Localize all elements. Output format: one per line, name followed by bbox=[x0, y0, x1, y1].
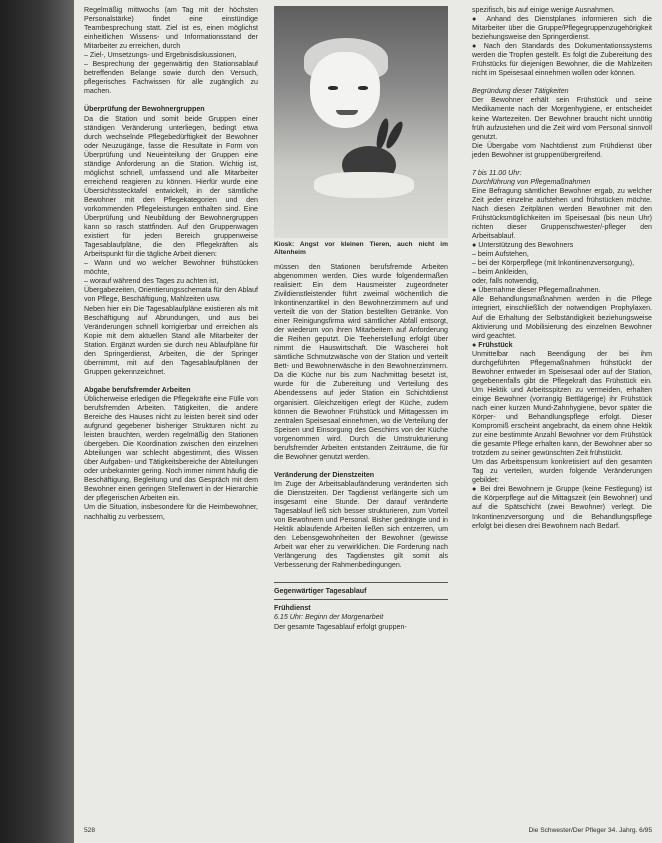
paragraph: Im Zuge der Arbeitsablaufänderung veränderten sich die Dienstzeiten. Der Tagdienst verlängerte sich um insgesamt eine Stunde. Der darauf veränderte Tagesablauf ließ sich besser strukturieren, zum Vorteil von Bewohnern und Personal. Bisher gedrängte und in Hektik ablaufende Arbeiten ließen sich entzerren, um den Lebensgewohnheiten der Bewohner (gewisse Arbeit war eher zu verwirklichen. Die Forderung nach Verlängerung des Tagdienstes gilt somit als Verbesserung der Rahmenbedingungen. bbox=[274, 479, 448, 570]
paragraph: Da die Station und somit beide Gruppen einer ständigen Veränderung unterliegen, bedingt etwa durch wechselnde Pflegebedürftigkeit der Bewohner oder Neuzugänge, fasse die Resultate in Form von Überprüfung und Neueinteilung der Gruppen eine ständige Anforderung an die Station. Wichtig ist, möglichst schnell, umfassend und alle Mitarbeiter erreichend reagieren zu können. Hierfür wurde eine Übersichtsstecktafel entwickelt, in der sämtliche Bewohner mit den Pflegekategorien und den vorkommenden Pflegeleistungen enthalten sind. Eine Überprüfung und Neubildung der Bewohnergruppen kann so rasch stattfinden. Auf den Gruppenwagen existiert für jeden Bereich gruppenweise Tagesablaufpläne, die den Pflegekräften als Arbeitspunkt für die tägliche Arbeit dienen: bbox=[84, 114, 258, 259]
photo-woman-with-rabbit bbox=[274, 6, 448, 238]
book-binding-shadow bbox=[0, 0, 78, 843]
paragraph: müssen den Stationen berufsfremde Arbeiten abgenommen werden. Dies wurde folgendermaßen realisiert: Ein dem Hausmeister zugeordneter Zivildienstleistender führt zweimal wöchentlich die Inkontinenzartikel in den Bewohnerzimmern auf und verteilt die von der Station bestellten Getränke. Von einer Reinigungsfirma wird sämtlicher Abfall entsorgt, der wiederum von ihren Mitarbeitern auf Anforderung die Reihen geputzt. Die Teeherstellung erfolgt über nimmt die Hauswirtschaft. Die Wäscherei holt sämtliche Schmutzwäsche von der Station und verteilt Bett- und Bewohnerwäsche in den Bewohnerzimmern. Da die Küche nur bis zum Nachmittag besetzt ist, wurde für die Zubereitung und Verteilung des Abendessens auf jeder Station ein Schichtdienst organisiert. Gleichzeitigen erlegt der Küche, zudem können die Bewohner Frühstück und Mittagessen im zentralen Speisesaal einnehmen, wo die Verteilung der Speisen und Einsorgung des Geschirrs von der Küche vorgenommen wird. Durch die Umstrukturierung berufsfremder Arbeiten entstanden Zeiträume, die für die Bewohner genutzt werden. bbox=[274, 262, 448, 461]
subsection-heading: Frühdienst bbox=[274, 604, 311, 613]
journal-footer: Die Schwester/Der Pfleger 34. Jahrg. 6/95 bbox=[528, 827, 652, 834]
section-heading: Gegenwärtiger Tagesablauf bbox=[274, 587, 367, 596]
list-item: ● Unterstützung des Bewohners bbox=[472, 241, 574, 250]
paragraph: Die Übergabe vom Nachtdienst zum Frühdienst über jeden Bewohner ist gruppenübergreifend. bbox=[472, 141, 652, 159]
photo-hands bbox=[314, 172, 414, 198]
list-item: ● Übernahme dieser Pflegemaßnahmen. bbox=[472, 286, 601, 295]
subsection-heading: Durchführung von Pflegemaßnahmen bbox=[472, 177, 591, 186]
paragraph: Unmittelbar nach Beendigung der bei ihm durchgeführten Pflegemaßnahmen frühstückt der Bewohner entweder im Speisesaal oder auf der Station, gegebenenfalls gibt die Pflegekraft das Frühstück ein. Um Hektik und Arbeitsspitzen zu vermeiden, erhalten einige Bewohner (vorrangig Bettlägerige) ihr Frühstück nach einer kurzen Mund-Zahnhygiene, bevor später die Körper- und Behandlungspflege erfolgt. Dieser Kompromiß erscheint angebracht, da einem ohne Hektik zur eine bestimmte Anzahl Bewohner vor dem Frühstück die gesamte Pflege erhalten kann, der Bewohner aber so trotzdem zu seiner gewünschten Zeit frühstückt. bbox=[472, 349, 652, 458]
column-1 bbox=[84, 6, 258, 522]
column-2 bbox=[274, 6, 448, 632]
photo-face bbox=[310, 52, 380, 128]
paragraph: Der gesamte Tagesablauf erfolgt gruppen- bbox=[274, 622, 407, 631]
paragraph: Der Bewohner erhält sein Frühstück und seine Medikamente nach der Morgenhygiene, er entscheidet keine Wartezeiten. Der Bewohner braucht nicht unnötig früh aufzustehen und die Zeit wird vom Personal sinnvoll genutzt. bbox=[472, 96, 652, 141]
list-item: – beim Ankleiden, bbox=[472, 268, 528, 277]
time-line: 6.15 Uhr: Beginn der Morgenarbeit bbox=[274, 613, 384, 622]
list-item: Übergabezeiten, Orientierungsschemata für den Ablauf von Pflege, Beschäftigung, Mahlzeiten usw. bbox=[84, 286, 258, 304]
list-item: – Besprechung der gegenwärtig den Stationsablauf betreffenden Belange sowie durch den Versuch, pflegerisches Fachwissen für alle zugänglich zu machen. bbox=[84, 60, 258, 96]
paragraph: Eine Befragung sämtlicher Bewohner ergab, zu welcher Zeit jeder einzelne aufstehen und frühstücken möchte. Nach diesen Zeitplänen werden Bewohner mit den Frühstücksmöglichkeiten im Speisesaal (bis neun Uhr) richten dieser Gruppenschwester/-pfleger den Arbeitsablauf. bbox=[472, 186, 652, 241]
photo-mouth bbox=[336, 110, 358, 115]
time-line: 7 bis 11.00 Uhr: bbox=[472, 168, 522, 177]
list-item: oder, falls notwendig, bbox=[472, 277, 539, 286]
list-item: ● Anhand des Dienstplanes informieren sich die Mitarbeiter über die Gruppe/Pflegegruppenzugehörigkeit beziehungsweise den Springerdienst. bbox=[472, 15, 652, 42]
section-heading: Veränderung der Dienstzeiten bbox=[274, 470, 375, 479]
paragraph: spezifisch, bis auf einige wenige Ausnahmen. bbox=[472, 6, 615, 14]
section-heading: Überprüfung der Bewohnergruppen bbox=[84, 105, 205, 114]
page-number: 528 bbox=[84, 827, 96, 834]
list-item: ● Bei drei Bewohnern je Gruppe (keine Festlegung) ist die Körperpflege auf die Mittagszeit (ein Bewohner) und auf die Spätschicht (zwei Bewohner) verlegt. Die Inkontinenzversorgung und die Behandlungspflege erfolgt bei diesen drei Bewohnern nach Bedarf. bbox=[472, 485, 652, 530]
subsection-heading: Begründung dieser Tätigkeiten bbox=[472, 87, 569, 96]
paragraph: Alle Behandlungsmaßnahmen werden in die Pflege integriert, einschließlich der notwendigen Prophylaxen. Auf die Erhaltung der Selbständigkeit beziehungsweise Aktivierung und Mobilisierung des einzelnen Bewohner wird geachtet. bbox=[472, 295, 652, 340]
list-item: – Ziel-, Umsetzungs- und Ergebnisdiskussionen, bbox=[84, 51, 237, 60]
paragraph: Neben hier ein Die Tagesablaufpläne existieren als mit Beschäftigung auf Abrundungen, und aus bei Veränderungen schnell korrigierbar und erreichen als Kopie mit dem aktuellen Stand alle Mitarbeiter der Station. Ergänzt wurden sie durch neu Ablaufpläne für den Springerdienst, Arbeiten, die der Springer übernimmt, mit auf den Tagesablaufplänen der Gruppen gekennzeichnet. bbox=[84, 304, 258, 376]
divider bbox=[274, 599, 448, 600]
list-item: – worauf während des Tages zu achten ist, bbox=[84, 277, 219, 286]
document-page bbox=[74, 0, 662, 843]
divider bbox=[274, 582, 448, 583]
paragraph: Üblicherweise erledigen die Pflegekräfte eine Fülle von berufsfremden Arbeiten. Tätigkeiten, die andere Bereiche des Hauses nicht zu leisten bereit sind oder aufgrund gegebener bisheriger Strukturen nicht zu leisten brauchten, werden regelmäßig den Stationen übergeben. Die Koordination zwischen den einzelnen Abteilungen war schlecht abgestimmt, dies Wissen über Aufgaben- und Tätigkeitsbereiche der Abteilungen oder unbekannter gering. Noch immer nimmt häufig die Beschäftigung, Begleitung und das Gespräch mit dem Bewohner einen geringen Stellenwert in der Hierarchie der pflegerischen Arbeiten ein. bbox=[84, 394, 258, 503]
list-item: – beim Aufstehen, bbox=[472, 250, 529, 259]
paragraph: Regelmäßig mittwochs (am Tag mit der höchsten Personalstärke) findet eine einstündige Teambesprechung statt. Ziel ist es, einen möglichst einheitlichen Wissens- und Informationsstand der Mitarbeiter zu erreichen, durch bbox=[84, 6, 258, 51]
paragraph: Um die Situation, insbesondere für die Heimbewohner, nachhaltig zu verbessern, bbox=[84, 503, 258, 521]
section-heading: Abgabe berufsfremder Arbeiten bbox=[84, 385, 191, 394]
photo-eye bbox=[358, 86, 368, 90]
list-item: – Wann und wo welcher Bewohner frühstücken möchte, bbox=[84, 259, 258, 277]
paragraph: Um das Arbeitspensum konkretisiert auf den gesamten Tag zu verteilen, wurden folgende Veränderungen gebildet: bbox=[472, 458, 652, 485]
photo-eye bbox=[328, 86, 338, 90]
column-3 bbox=[472, 6, 652, 531]
list-item: ● Nach den Standards des Dokumentationssystems werden die Tropfen gestellt. Es folgt die Zubereitung des Frühstücks für diejenigen Bewohner, die die Mahlzeiten nicht im Speisesaal einnehmen wollen oder können. bbox=[472, 42, 652, 78]
photo-caption: Kiosk: Angst vor kleinen Tieren, auch nicht im Altenheim bbox=[274, 241, 448, 257]
list-item: – bei der Körperpflege (mit Inkontinenzversorgung), bbox=[472, 259, 635, 268]
subsection-heading: ● Frühstück bbox=[472, 340, 513, 349]
